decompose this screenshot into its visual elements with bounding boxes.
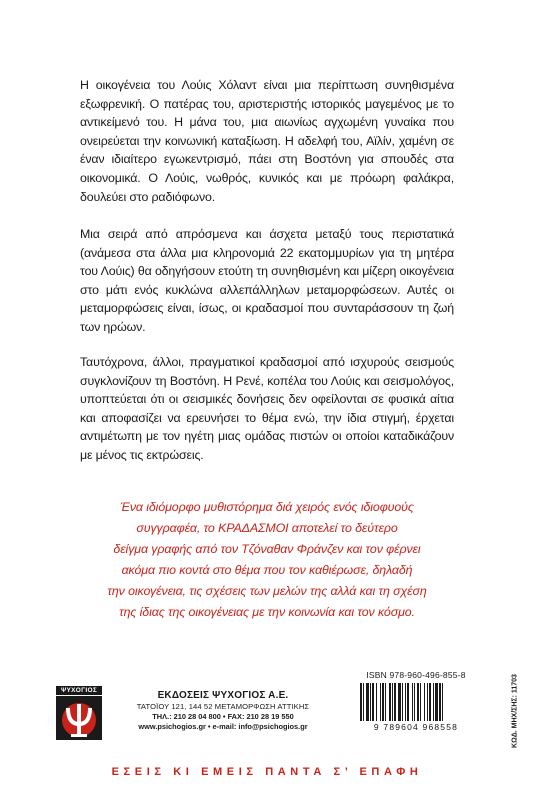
quote-line: Ένα ιδιόμορφο μυθιστόρημα διά χειρός ενός ιδιοφυούς bbox=[120, 500, 414, 514]
barcode-bar bbox=[427, 683, 428, 721]
product-code bbox=[508, 676, 522, 746]
barcode-bar bbox=[414, 683, 415, 721]
barcode-bar bbox=[380, 683, 381, 721]
blurb-paragraph-3: Ταυτόχρονα, άλλοι, πραγματικοί κραδασμοί από ισχυρούς σεισμούς συγκλονίζουν τη Βοστόνη. Η Ρενέ, κοπέλα του Λούις και σεισμολόγος, υποπτεύεται ότι οι σεισμικές δονήσεις δεν οφείλονται σε φυσικά αίτια και αποφασίζει να ερευνήσει το θέμα ενώ, την ίδια στιγμή, έρχεται αντιμέτωπη με τον ηγέτη μιας ομάδας πιστών οι οποίοι καταδικάζουν με μένος τις εκτρώσεις. bbox=[80, 355, 454, 462]
logo-label: ΨΥΧΟΓΙΟΣ bbox=[56, 686, 102, 695]
barcode-bar bbox=[398, 683, 401, 721]
barcode-bar bbox=[363, 683, 364, 721]
barcode-bar bbox=[372, 683, 374, 721]
barcode-bar bbox=[407, 683, 409, 721]
publisher-address: ΤΑΤΟΪΟΥ 121, 144 52 ΜΕΤΑΜΟΡΦΩΣΗ ΑΤΤΙΚΗΣ bbox=[136, 702, 310, 711]
barcode-bar bbox=[405, 683, 406, 721]
barcode-bar bbox=[442, 683, 443, 721]
barcode-bar bbox=[385, 683, 386, 721]
barcode-bar bbox=[402, 683, 403, 721]
barcode-icon bbox=[358, 683, 476, 721]
publisher-phone: ΤΗΛ.: 210 28 04 800 • FAX: 210 28 19 550 bbox=[152, 712, 294, 721]
barcode-bar bbox=[420, 683, 421, 721]
isbn-label: ISBN 978-960-496-855-8 bbox=[366, 670, 466, 680]
blurb-paragraph-2: Μια σειρά από απρόσμενα και άσχετα μεταξύ τους περιστατικά (ανάμεσα στα άλλα μια κληρονομιά 22 εκατομμυρίων για τη μητέρα του Λούις) θα οδηγήσουν ετούτη τη συνηθισμένη και μίζερη οικογένεια στο μάτι ενός κυκλώνα αλλεπάλληλων μεταμορφώσεων. Αυτές οι μεταμορφώσεις είναι, ίσως, οι κραδασμοί που συνταράσσουν τη ζωή των ηρώων. bbox=[80, 227, 454, 334]
psi-logo-icon bbox=[56, 686, 102, 740]
publisher-name: ΕΚΔΟΣΕΙΣ ΨΥΧΟΓΙΟΣ Α.Ε. bbox=[157, 690, 289, 701]
barcode-bar bbox=[389, 683, 391, 721]
publisher-info bbox=[110, 690, 336, 732]
barcode-bar bbox=[382, 683, 384, 721]
barcode-bar bbox=[417, 683, 419, 721]
quote-line: συγγραφέα, το ΚΡΑΔΑΣΜΟΙ αποτελεί το δεύτερο bbox=[136, 521, 398, 535]
barcode-bar bbox=[370, 683, 371, 721]
publisher-slogan: ΕΣΕΙΣ ΚΙ ΕΜΕΙΣ ΠΑΝΤΑ Σ’ ΕΠΑΦΗ bbox=[111, 766, 423, 778]
quote-line: ακόμα πιο κοντά στο θέμα που τον καθιέρωσε, δηλαδή bbox=[121, 563, 413, 577]
barcode-block bbox=[352, 670, 502, 736]
barcode-bar bbox=[439, 683, 441, 721]
barcode-bar bbox=[360, 683, 362, 721]
publisher-web[interactable]: www.psichogios.gr • e-mail: info@psichogios.gr bbox=[138, 722, 308, 731]
barcode-bar bbox=[392, 683, 393, 721]
barcode-bar bbox=[433, 683, 434, 721]
review-quote bbox=[70, 497, 464, 623]
barcode-bar bbox=[429, 683, 431, 721]
quote-line: δείγμα γραφής από τον Τζόναθαν Φράνζεν και τον φέρνει bbox=[113, 542, 421, 556]
barcode-bar bbox=[435, 683, 438, 721]
barcode-bar bbox=[412, 683, 413, 721]
blurb-paragraph-1: Η οικογένεια του Λούις Χόλαντ είναι μια περίπτωση συνηθισμένα εξωφρενική. Ο πατέρας του, αριστεριστής ιστορικός μαγεμένος με το αντικείμενό του. Η μάνα του, μια αιωνίως αγχωμένη γυναίκα που ονειρεύεται την κοινωνική καταξίωση. Η αδελφή του, Αϊλίν, χαμένη σε έναν ιδιαίτερο εγωκεντρισμό, πάει στη Βοστόνη για σπουδές στα οικονομικά. Ο Λούις, νωθρός, κυνικός και με πρόωρη φαλάκρα, δουλεύει στο ραδιόφωνο. bbox=[80, 78, 454, 204]
quote-line: την οικογένεια, τις σχέσεις των μελών της αλλά και τη σχέση bbox=[107, 584, 427, 598]
barcode-bar bbox=[366, 683, 369, 721]
psi-logo-mark bbox=[56, 696, 102, 740]
publisher-block bbox=[56, 686, 336, 746]
quote-line: της ίδιας της οικογένειας με την κοινωνία και τον κόσμο. bbox=[119, 605, 415, 619]
product-code-text: ΚΩΔ. ΜΗΧ/ΣΗΣ: 11703 bbox=[511, 674, 519, 748]
barcode-bar bbox=[394, 683, 396, 721]
barcode-bar bbox=[424, 683, 425, 721]
barcode-digits: 9 789604 968558 bbox=[373, 722, 459, 732]
barcode-bar bbox=[376, 683, 377, 721]
